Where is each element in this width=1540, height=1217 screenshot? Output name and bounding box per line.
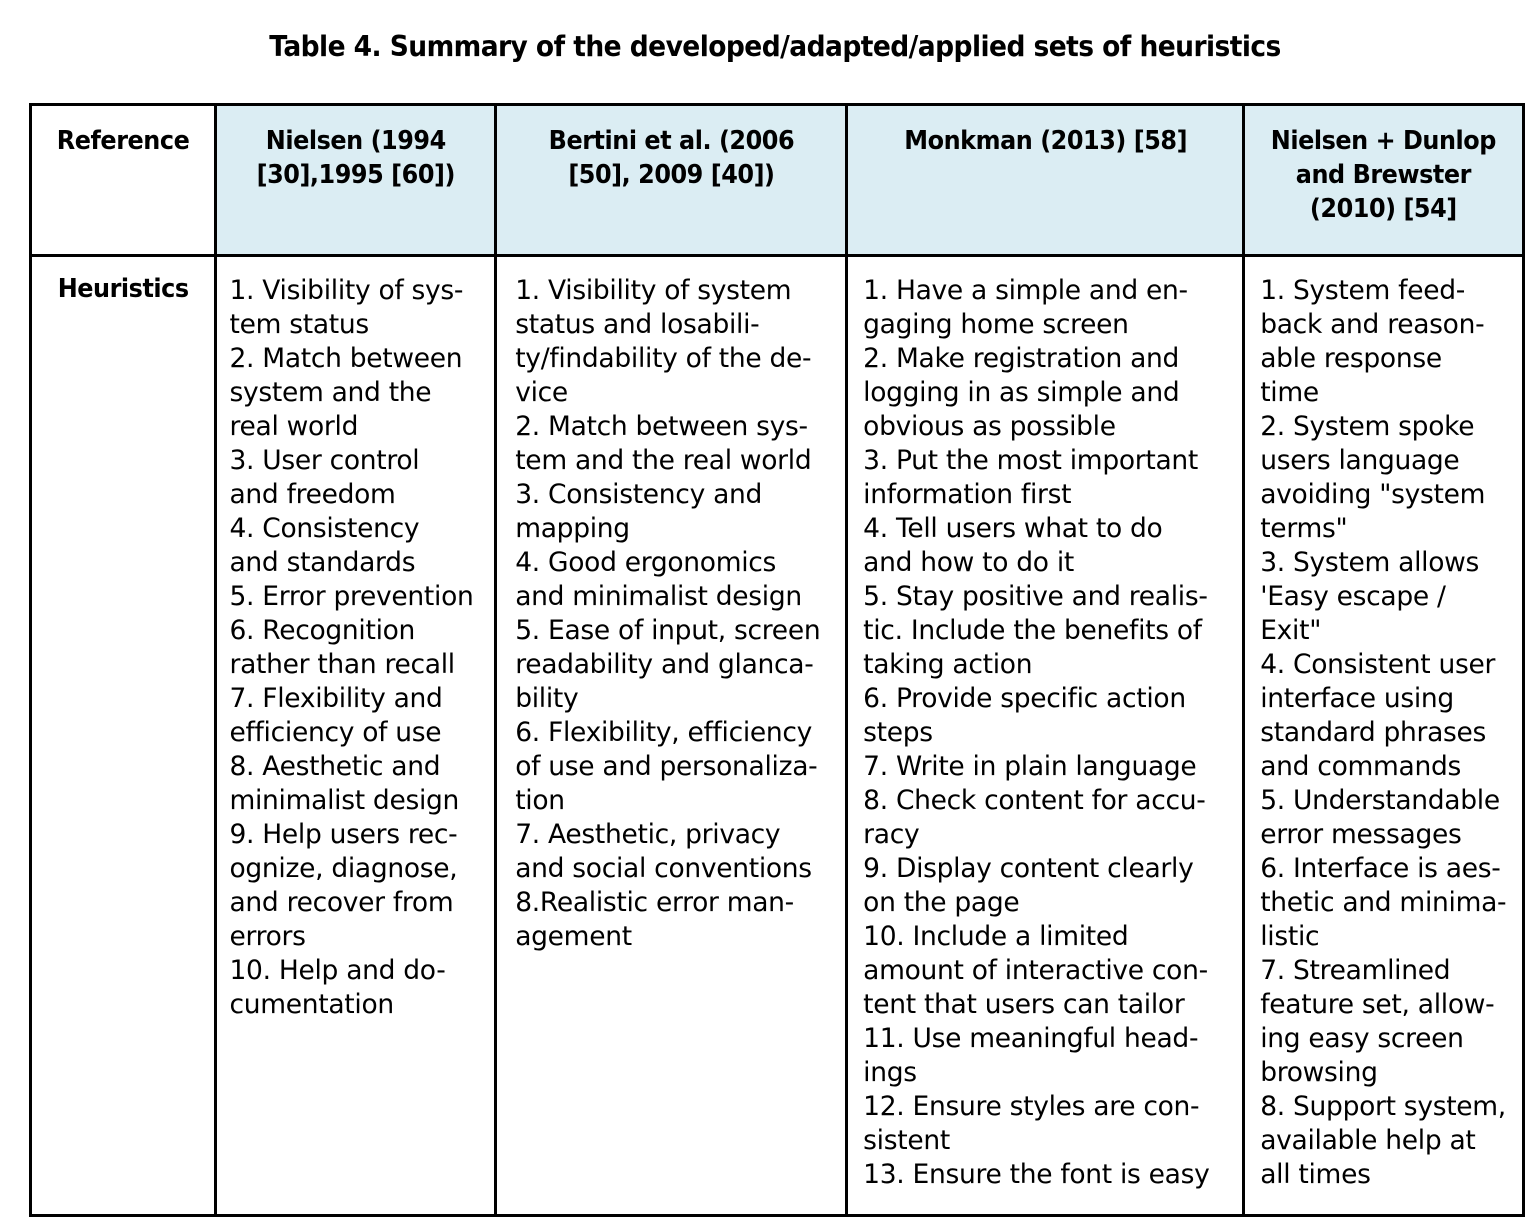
heuristics-list-bertini: 1. Visibility of system status and losabili- ty/findability of the de- vice 2. Match between sys- tem and the real world 3. Consistency and mapping 4. Good ergonomics and minimalist design 5. Ease of input, screen readability and glanca- bility 6. Flexibility, efficiency of use and personaliza- tion 7. Aesthetic, privacy and social conventions 8.Realistic error man- agement [515, 275, 821, 952]
column-header: Monkman (2013) [58] [903, 126, 1187, 156]
column-header: Nielsen (1994 [30],1995 [60]) [256, 126, 456, 190]
table-row [31, 256, 1524, 1216]
heuristics-list-nielsen-dunlop-brewster: 1. System feed- back and reason- able response time 2. System spoke users language avoiding "system terms" 3. System allows 'Easy escape / Exit" 4. Consistent user interface using standard phrases and commands 5. Understandable error messages 6. Interface is aes- thetic and minima- listic 7. Streamlined feature set, allow- ing easy screen browsing 8. Support system, available help at all times [1260, 275, 1507, 1190]
table-cell [216, 256, 496, 1216]
column-header: Bertini et al. (2006 [50], 2009 [40]) [548, 126, 794, 190]
heuristics-list-monkman: 1. Have a simple and en- gaging home screen 2. Make registration and logging in as simple and obvious as possible 3. Put the most important information first 4. Tell users what to do and how to do it 5. Stay positive and realis- tic. Include the benefits of taking action 6. Provide specific action steps 7. Write in plain language 8. Check content for accu- racy 9. Display content clearly on the page 10. Include a limited amount of interactive con- tent that users can tailor 11. Use meaningful head- ings 12. Ensure styles are con- sistent 13. Ensure the font is easy [863, 275, 1210, 1190]
header-cell-monkman [847, 105, 1244, 256]
heuristics-table [29, 103, 1525, 1217]
table-cell [1244, 256, 1524, 1216]
header-label: Reference [56, 126, 190, 156]
row-label: Heuristics [57, 274, 189, 304]
header-cell-nielsen [216, 105, 496, 256]
row-label-cell [31, 256, 216, 1216]
header-cell-nielsen-dunlop-brewster [1244, 105, 1524, 256]
table-header-row [31, 105, 1524, 256]
table-cell [496, 256, 847, 1216]
heuristics-list-nielsen: 1. Visibility of sys- tem status 2. Match between system and the real world 3. User control and freedom 4. Consistency and standards 5. Error prevention 6. Recognition rather than recall 7. Flexibility and efficiency of use 8. Aesthetic and minimalist design 9. Help users rec- ognize, diagnose, and recover from errors 10. Help and do- cumentation [229, 275, 474, 1020]
table-caption: Table 4. Summary of the developed/adapted/applied sets of heuristics [269, 30, 1281, 63]
header-cell-bertini [496, 105, 847, 256]
table-cell [847, 256, 1244, 1216]
header-cell-reference [31, 105, 216, 256]
column-header: Nielsen + Dunlop and Brewster (2010) [54] [1271, 126, 1497, 224]
